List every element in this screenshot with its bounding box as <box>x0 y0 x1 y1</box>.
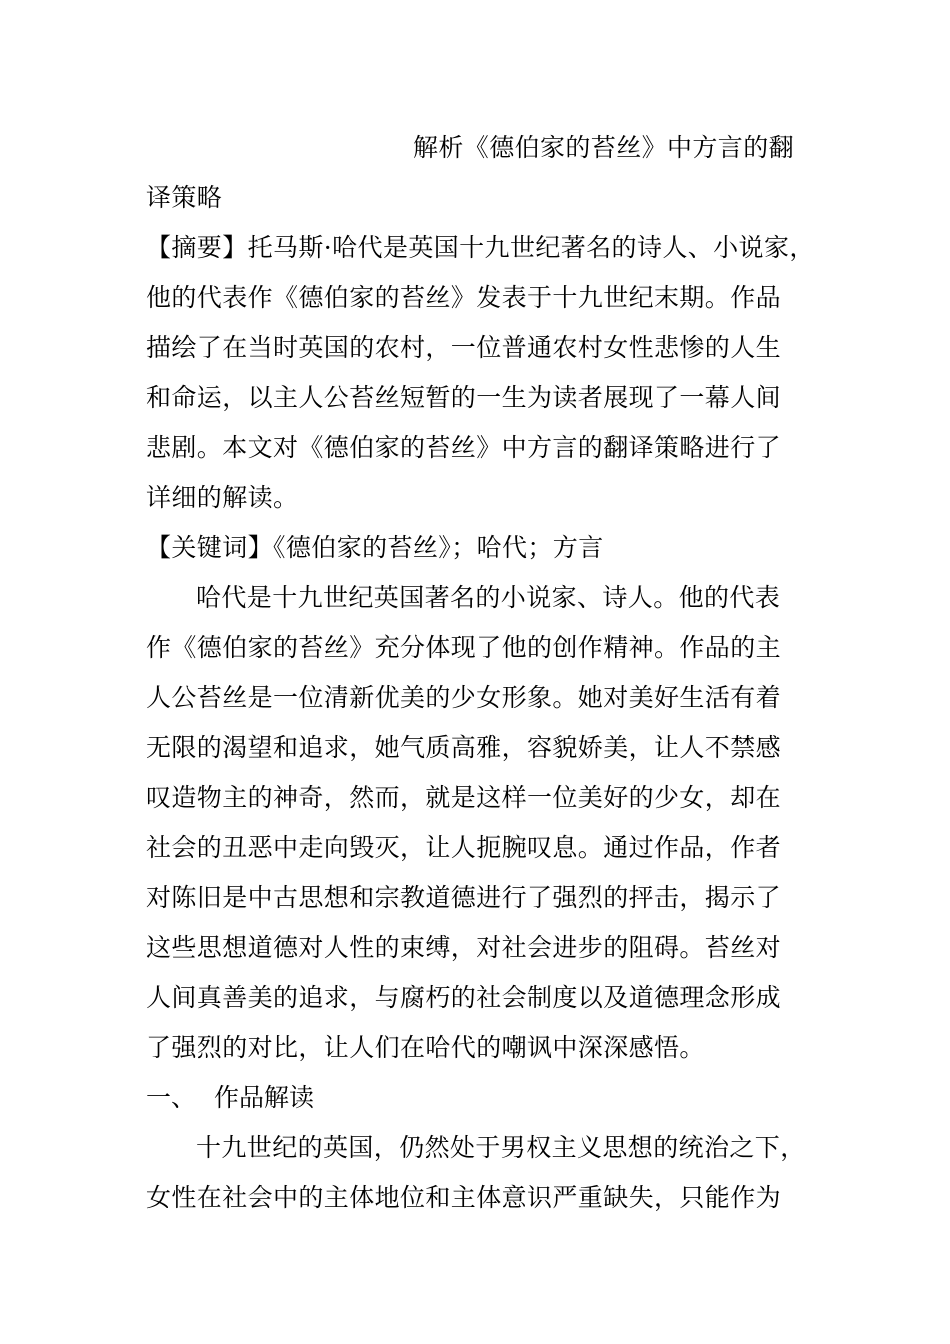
intro-line: 叹造物主的神奇，然而，就是这样一位美好的少女，却在 <box>146 783 782 812</box>
title-line-2: 译策略 <box>146 183 223 212</box>
section-number: 一、 <box>146 1083 197 1112</box>
intro-line: 这些思想道德对人性的束缚，对社会进步的阻碍。苔丝对 <box>146 933 782 962</box>
intro-line: 无限的渴望和追求，她气质高雅，容貌娇美，让人不禁感 <box>146 733 782 762</box>
section-line: 十九世纪的英国，仍然处于男权主义思想的统治之下， <box>196 1133 806 1162</box>
intro-line: 了强烈的对比，让人们在哈代的嘲讽中深深感悟。 <box>146 1033 705 1062</box>
intro-line: 对陈旧是中古思想和宗教道德进行了强烈的抨击，揭示了 <box>146 883 782 912</box>
abstract-line: 详细的解读。 <box>146 483 299 512</box>
intro-line: 社会的丑恶中走向毁灭，让人扼腕叹息。通过作品，作者 <box>146 833 782 862</box>
section-line: 女性在社会中的主体地位和主体意识严重缺失，只能作为 <box>146 1183 782 1212</box>
abstract-line: 他的代表作《德伯家的苔丝》发表于十九世纪末期。作品 <box>146 283 782 312</box>
intro-line: 人间真善美的追求，与腐朽的社会制度以及道德理念形成 <box>146 983 782 1012</box>
abstract-line: 描绘了在当时英国的农村，一位普通农村女性悲惨的人生 <box>146 333 782 362</box>
section-heading: 作品解读 <box>214 1083 315 1112</box>
abstract-line: 和命运，以主人公苔丝短暂的一生为读者展现了一幕人间 <box>146 383 782 412</box>
title-line-1: 解析《德伯家的苔丝》中方言的翻 <box>413 133 795 162</box>
keywords-line: 【关键词】《德伯家的苔丝》；哈代；方言 <box>146 533 604 562</box>
abstract-line: 悲剧。本文对《德伯家的苔丝》中方言的翻译策略进行了 <box>146 433 782 462</box>
intro-line: 哈代是十九世纪英国著名的小说家、诗人。他的代表 <box>196 583 781 612</box>
abstract-line: 【摘要】托马斯·哈代是英国十九世纪著名的诗人、小说家， <box>146 233 815 262</box>
intro-line: 作《德伯家的苔丝》充分体现了他的创作精神。作品的主 <box>146 633 782 662</box>
intro-line: 人公苔丝是一位清新优美的少女形象。她对美好生活有着 <box>146 683 782 712</box>
